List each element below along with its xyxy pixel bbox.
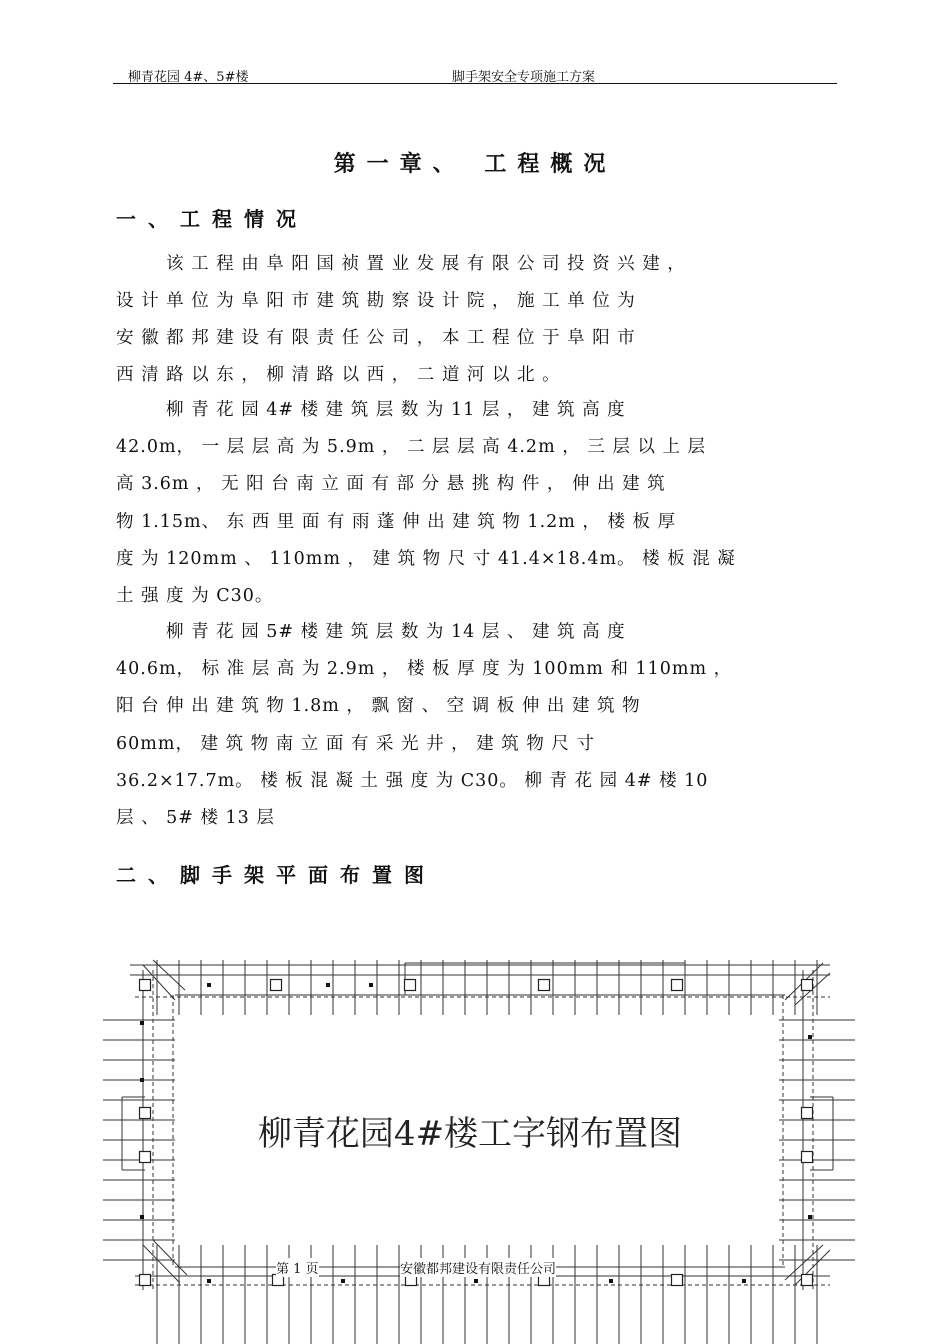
body-line: 36.2×17.7m。 楼 板 混 凝 土 强 度 为 C30。 柳 青 花 园 4# 楼 10	[116, 771, 709, 791]
body-line: 柳 青 花 园 4# 楼 建 筑 层 数 为 11 层 ， 建 筑 高 度	[166, 400, 626, 420]
body-line: 度 为 120mm 、 110mm ， 建 筑 物 尺 寸 41.4×18.4m。 楼 板 混 凝	[116, 549, 736, 569]
anchor-point	[140, 1078, 144, 1082]
anchor-point	[474, 1279, 478, 1283]
anchor-point	[140, 1021, 144, 1025]
anchor-point	[341, 1279, 345, 1283]
anchor-point	[207, 1279, 211, 1283]
body-line: 60mm， 建 筑 物 南 立 面 有 采 光 井 ， 建 筑 物 尺 寸	[116, 734, 595, 754]
anchor-point	[808, 1215, 812, 1219]
body-line: 高 3.6m ， 无 阳 台 南 立 面 有 部 分 悬 挑 构 件 ， 伸 出 建 筑	[116, 474, 666, 494]
body-line: 该 工 程 由 阜 阳 国 祯 置 业 发 展 有 限 公 司 投 资 兴 建 ，	[166, 254, 686, 274]
header-center: 脚手架安全专项施工方案	[452, 70, 596, 85]
column-post	[802, 980, 813, 991]
drawing-title: 柳青花园4#楼工字钢布置图	[257, 1114, 683, 1154]
footer-company: 安徽都邦建设有限责任公司	[400, 1258, 556, 1277]
column-post	[672, 1275, 683, 1286]
body-line: 阳 台 伸 出 建 筑 物 1.8m ， 飘 窗 、 空 调 板 伸 出 建 筑 物	[116, 696, 641, 716]
anchor-point	[369, 983, 373, 987]
body-line: 层 、 5# 楼 13 层	[116, 808, 275, 828]
header-rule	[113, 83, 837, 84]
column-post	[405, 980, 416, 991]
anchor-point	[609, 1279, 613, 1283]
body-line: 设 计 单 位 为 阜 阳 市 建 筑 勘 察 设 计 院 ， 施 工 单 位 为	[116, 291, 636, 311]
anchor-point	[326, 983, 330, 987]
column-post	[140, 980, 151, 991]
body-line: 土 强 度 为 C30。	[116, 586, 274, 606]
body-line: 安 徽 都 邦 建 设 有 限 责 任 公 司 ， 本 工 程 位 于 阜 阳 市	[116, 328, 636, 348]
column-post	[802, 1152, 813, 1163]
body-line: 柳 青 花 园 5# 楼 建 筑 层 数 为 14 层 、 建 筑 高 度	[166, 622, 626, 642]
column-post	[539, 980, 550, 991]
column-post	[140, 1108, 151, 1119]
chapter-title: 第一章、 工程概况	[333, 152, 617, 177]
column-post	[802, 1275, 813, 1286]
anchor-point	[140, 1215, 144, 1219]
column-post	[140, 1275, 151, 1286]
body-line: 西 清 路 以 东 ， 柳 清 路 以 西 ， 二 道 河 以 北 。	[116, 365, 561, 385]
anchor-point	[808, 1035, 812, 1039]
body-line: 42.0m， 一 层 层 高 为 5.9m ， 二 层 层 高 4.2m ， 三 层 以 上 层	[116, 437, 707, 457]
anchor-point	[207, 983, 211, 987]
anchor-point	[742, 1279, 746, 1283]
column-post	[140, 1152, 151, 1163]
column-post	[271, 980, 282, 991]
corner-beam	[153, 1240, 187, 1275]
column-post	[672, 980, 683, 991]
column-post	[802, 1108, 813, 1119]
footer-page: 第 1 页	[276, 1258, 319, 1277]
section1-title: 一、工程情况	[116, 207, 308, 231]
section2-title: 二、脚手架平面布置图	[116, 863, 436, 887]
body-line: 40.6m， 标 准 层 高 为 2.9m ， 楼 板 厚 度 为 100mm 和 110mm ，	[116, 659, 733, 679]
header-left: 柳青花园 4#、5#楼	[128, 70, 249, 85]
body-line: 物 1.15m、 东 西 里 面 有 雨 蓬 伸 出 建 筑 物 1.2m ， 楼 板 厚	[116, 512, 677, 532]
scaffold-layout-drawing	[95, 945, 865, 1344]
layout-plan-svg	[95, 945, 865, 1344]
